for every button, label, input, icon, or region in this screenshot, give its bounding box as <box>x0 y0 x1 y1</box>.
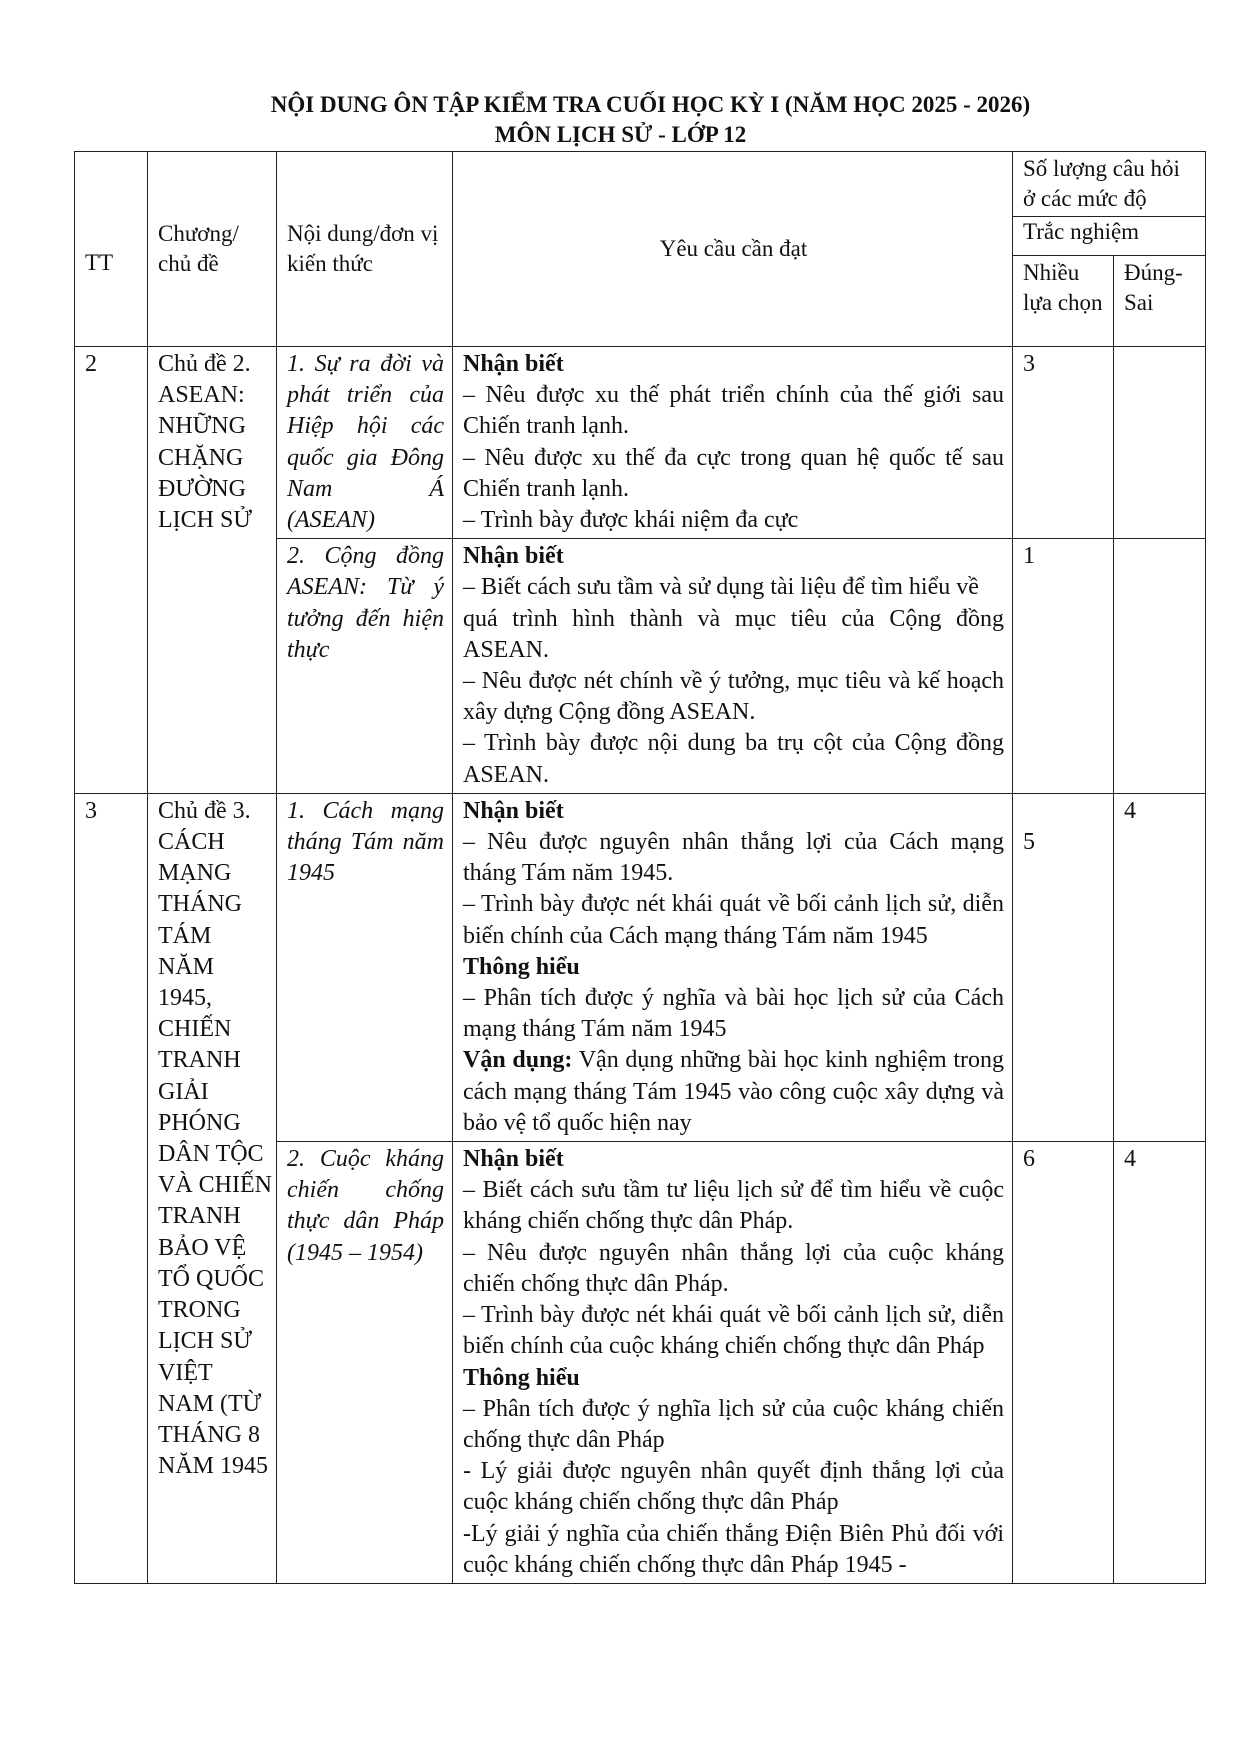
req-heading: Nhận biết <box>463 543 564 570</box>
document-title: NỘI DUNG ÔN TẬP KIỂM TRA CUỐI HỌC KỲ I (NĂM HỌC 2025 - 2026) <box>270 92 1031 117</box>
req-line: – Nêu được nguyên nhân thắng lợi của Cách mạng tháng Tám năm 1945. <box>463 829 1004 887</box>
row-tt: 3 <box>75 793 148 1583</box>
req-line: – Nêu được nguyên nhân thắng lợi của cuộc kháng chiến chống thực dân Pháp. <box>463 1239 1004 1297</box>
header-mcq-group: Trắc nghiệm <box>1013 217 1206 256</box>
table-row <box>75 793 1206 1141</box>
tf-count: 4 <box>1114 793 1206 1141</box>
header-true-false: Đúng- Sai <box>1114 256 1206 347</box>
header-content: Nội dung/đơn vị kiến thức <box>277 152 453 347</box>
review-table <box>74 151 1206 1584</box>
unit-content: 1. Cách mạng tháng Tám năm 1945 <box>277 793 453 1141</box>
req-line: – Biết cách sưu tầm và sử dụng tài liệu để tìm hiểu về <box>463 574 979 601</box>
document-subtitle: MÔN LỊCH SỬ - LỚP 12 <box>494 122 747 147</box>
unit-requirement <box>453 793 1013 1141</box>
header-multi-choice: Nhiều lựa chọn <box>1013 256 1114 347</box>
req-line: – Trình bày được nét khái quát về bối cảnh lịch sử, diễn biến chính của cuộc kháng chiến chống thực dân Pháp <box>463 1302 1004 1360</box>
req-heading: Nhận biết <box>463 797 564 824</box>
req-heading: Vận dụng: <box>463 1047 573 1074</box>
req-line: – Phân tích được ý nghĩa lịch sử của cuộc kháng chiến chống thực dân Pháp <box>463 1395 1004 1453</box>
req-line: – Trình bày được nét khái quát về bối cảnh lịch sử, diễn biến chính của Cách mạng tháng Tám năm 1945 <box>463 891 1004 949</box>
req-line: – Phân tích được ý nghĩa và bài học lịch sử của Cách mạng tháng Tám năm 1945 <box>463 985 1004 1043</box>
req-line: quá trình hình thành và mục tiêu của Cộng đồng ASEAN. <box>463 605 1004 663</box>
unit-content: 2. Cộng đồng ASEAN: Từ ý tưởng đến hiện thực <box>277 539 453 794</box>
req-heading: Thông hiểu <box>463 953 580 980</box>
tf-count <box>1114 539 1206 794</box>
req-text: Vận dụng những bài học kinh nghiệm trong cách mạng tháng Tám 1945 vào công cuộc xây dựng và bảo vệ tổ quốc hiện nay <box>463 1047 1004 1136</box>
unit-requirement <box>453 1142 1013 1584</box>
header-tt: TT <box>75 152 148 347</box>
mcq-count: 6 <box>1013 1142 1114 1584</box>
header-count-group: Số lượng câu hỏi ở các mức độ <box>1013 152 1206 217</box>
req-line: – Nêu được nét chính về ý tưởng, mục tiêu và kế hoạch xây dựng Cộng đồng ASEAN. <box>463 668 1004 726</box>
req-line: -Lý giải ý nghĩa của chiến thắng Điện Biên Phủ đối với cuộc kháng chiến chống thực dân Pháp 1945 - <box>463 1520 1004 1578</box>
req-line: – Trình bày được khái niệm đa cực <box>463 507 799 534</box>
req-heading: Nhận biết <box>463 351 564 377</box>
table-header-row-1 <box>75 152 1206 217</box>
req-line: – Nêu được xu thế đa cực trong quan hệ quốc tế sau Chiến tranh lạnh. <box>463 444 1004 502</box>
mcq-count: 3 <box>1013 347 1114 539</box>
req-line: – Nêu được xu thế phát triển chính của thế giới sau Chiến tranh lạnh. <box>463 382 1004 440</box>
row-tt: 2 <box>75 347 148 794</box>
header-requirement: Yêu cầu cần đạt <box>453 152 1013 347</box>
unit-requirement <box>453 347 1013 539</box>
row-chapter: Chủ đề 3. CÁCH MẠNG THÁNG TÁM NĂM 1945, CHIẾN TRANH GIẢI PHÓNG DÂN TỘC VÀ CHIẾN TRANH BẢO VỆ TỔ QUỐC TRONG LỊCH SỬ VIỆT NAM (TỪ THÁNG 8 NĂM 1945 <box>148 793 277 1583</box>
req-line: - Lý giải được nguyên nhân quyết định thắng lợi của cuộc kháng chiến chống thực dân Pháp <box>463 1458 1004 1516</box>
unit-content: 2. Cuộc kháng chiến chống thực dân Pháp (1945 – 1954) <box>277 1142 453 1584</box>
req-heading: Nhận biết <box>463 1146 564 1173</box>
tf-count <box>1114 347 1206 539</box>
unit-requirement <box>453 539 1013 794</box>
table-row <box>75 347 1206 539</box>
req-heading: Thông hiểu <box>463 1364 580 1391</box>
req-line: – Trình bày được nội dung ba trụ cột của Cộng đồng ASEAN. <box>463 730 1004 788</box>
unit-content: 1. Sự ra đời và phát triển của Hiệp hội các quốc gia Đông Nam Á (ASEAN) <box>277 347 453 539</box>
tf-count: 4 <box>1114 1142 1206 1584</box>
mcq-count: 5 <box>1013 793 1114 1141</box>
req-line <box>463 1045 1004 1139</box>
req-line: – Biết cách sưu tầm tư liệu lịch sử để tìm hiểu về cuộc kháng chiến chống thực dân Pháp. <box>463 1177 1004 1235</box>
row-chapter: Chủ đề 2. ASEAN: NHỮNG CHẶNG ĐƯỜNG LỊCH SỬ <box>148 347 277 794</box>
header-chapter: Chương/ chủ đề <box>148 152 277 347</box>
mcq-count: 1 <box>1013 539 1114 794</box>
